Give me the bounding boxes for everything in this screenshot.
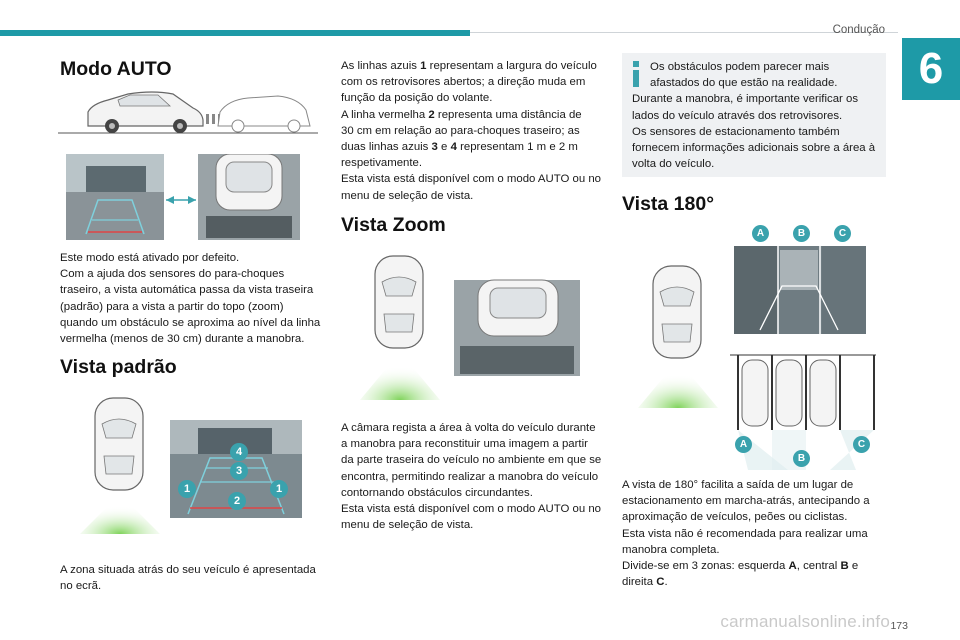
auto-mode-camera-images xyxy=(66,154,302,244)
header-accent-bar xyxy=(0,30,470,36)
paragraph-auto: Este modo está ativado por defeito. Com a ajuda dos sensores do para-choques traseiro, a vista automática passa da vista traseira (padrão) para a vista a partir do topo (zoom) quando um obstáculo se aproxima ao nível da linha vermelha (menos de 30 cm) durante a manobra. xyxy=(60,252,321,346)
marker-a-top: A xyxy=(752,225,769,242)
marker-1-right: 1 xyxy=(270,480,288,498)
paragraph-zoom: A câmara regista a área à volta do veículo durante a manobra para reconstituir uma imagem a partir da parte traseira do veículo no ambiente em que se encontra, permitindo realizar a manobra do veículo contornando obstáculos circundantes. Esta vista está disponível com o modo AUTO ou no menu de seleção de vista. xyxy=(341,422,602,532)
paragraph-lines-description: As linhas azuis 1 representam a largura do veículo com os retrovisores abertos; a direção muda em função da posição do volante. A linha vermelha 2 representa uma distância de 30 cm em relação ao para-choques traseiro; as duas linhas azuis 3 e 4 representam 1 m e 2 m respetivamente. Esta vista está disponível com o modo AUTO ou no menu de seleção de vista. xyxy=(341,60,602,202)
marker-b-top: B xyxy=(793,225,810,242)
marker-2: 2 xyxy=(228,492,246,510)
section-title: Condução xyxy=(832,24,885,36)
paragraph-180: A vista de 180° facilita a saída de um lugar de estacionamento em marcha-atrás, antecipando a aproximação de veículos, peões ou ciclistas. Esta vista não é recomendada para realizar uma manobra completa. Divide-se em 3 zonas: esquerda A, central B e direita C. xyxy=(622,479,870,589)
marker-1-left: 1 xyxy=(178,480,196,498)
paragraph-padrao: A zona situada atrás do seu veículo é apresentada no ecrã. xyxy=(60,564,316,593)
standard-view-illustration xyxy=(70,394,310,534)
cars-side-illustration xyxy=(58,90,318,136)
marker-b-bottom: B xyxy=(793,450,810,467)
marker-c-bottom: C xyxy=(853,436,870,453)
heading-vista-zoom: Vista Zoom xyxy=(341,214,446,236)
chapter-number: 6 xyxy=(902,38,960,100)
page-number: 173 xyxy=(890,620,908,632)
marker-a-bottom: A xyxy=(735,436,752,453)
view-180-illustration xyxy=(630,220,880,472)
marker-c-top: C xyxy=(834,225,851,242)
zoom-view-illustration xyxy=(350,252,590,402)
marker-3: 3 xyxy=(230,462,248,480)
info-box xyxy=(622,53,886,177)
marker-4: 4 xyxy=(230,443,248,461)
heading-modo-auto: Modo AUTO xyxy=(60,58,172,80)
info-text: Os obstáculos podem parecer mais afastados do que estão na realidade. Durante a manobra, é importante verificar os lados do veículo através dos retrovisores. Os sensores de estacionamento também fornecem informações adicionais sobre a área à volta do veículo. xyxy=(632,61,876,171)
watermark: carmanualsonline.info xyxy=(720,612,890,631)
heading-vista-padrao: Vista padrão xyxy=(60,356,177,378)
heading-vista-180: Vista 180° xyxy=(622,193,715,215)
